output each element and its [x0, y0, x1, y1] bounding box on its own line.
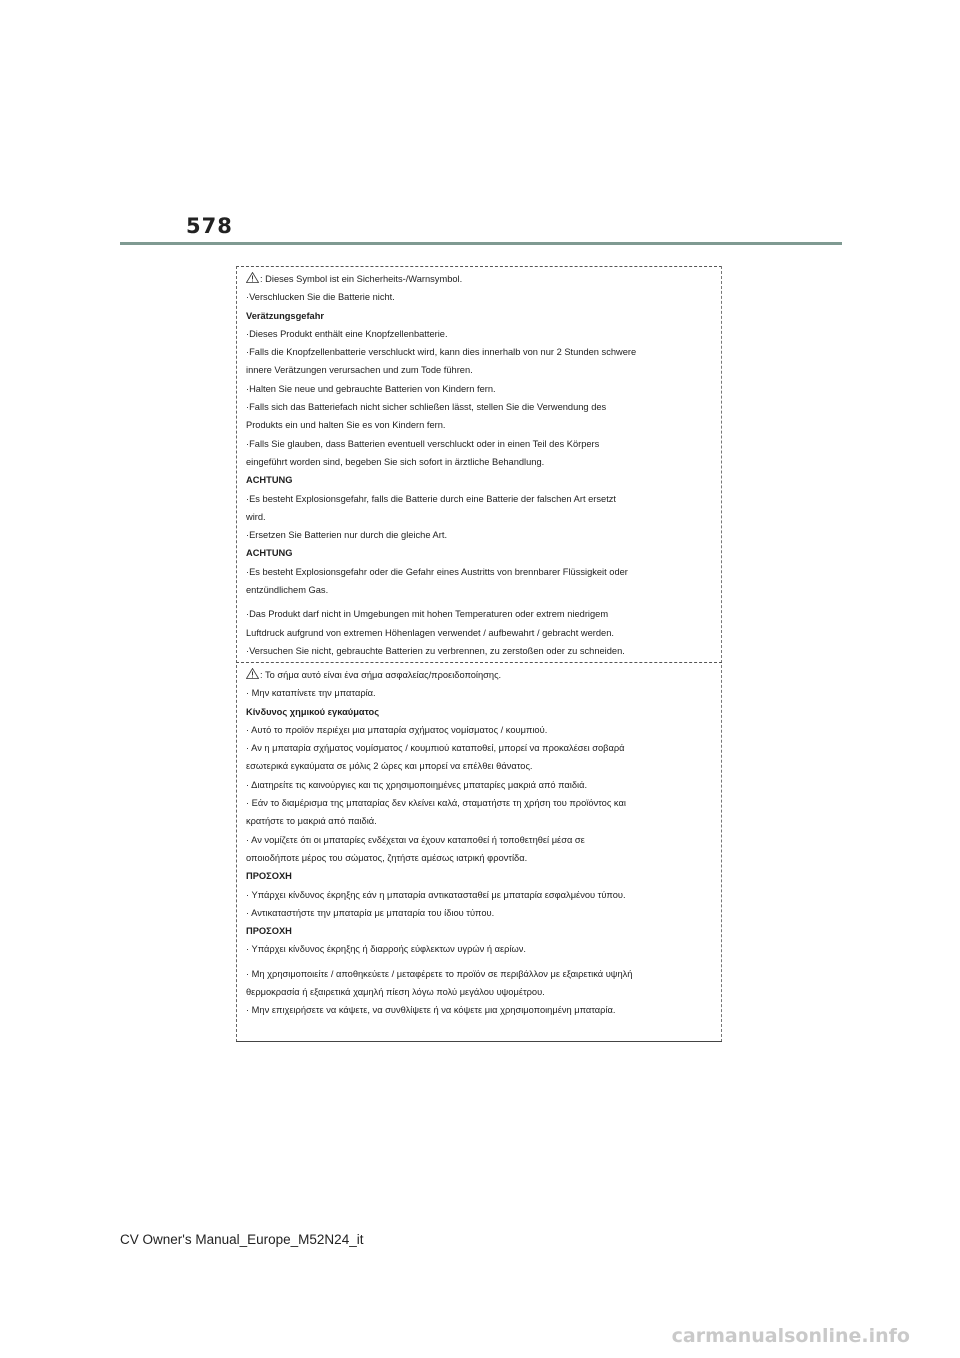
warning-line-text: ·Ersetzen Sie Batterien nur durch die gleiche Art. [246, 530, 448, 541]
warning-line [246, 416, 710, 434]
warning-heading [246, 867, 710, 885]
warning-line [246, 721, 710, 739]
warning-line-text: ·Versuchen Sie nicht, gebrauchte Batterien zu verbrennen, zu zerstoßen oder zu schneiden. [246, 645, 625, 656]
warning-line [246, 624, 710, 642]
warning-heading [246, 307, 710, 325]
warning-line-text: ·Dieses Produkt enthält eine Knopfzellenbatterie. [246, 328, 448, 339]
warning-line [246, 490, 710, 508]
warning-heading [246, 544, 710, 562]
warning-line [246, 831, 710, 849]
warning-triangle-icon [246, 667, 259, 678]
warning-line-text: ·Falls sich das Batteriefach nicht sicher schließen lässt, stellen Sie die Verwendung des [246, 402, 607, 413]
warning-line-text: · Μη χρησιμοποιείτε / αποθηκεύετε / μεταφέρετε το προϊόν σε περιβάλλον με εξαιρετικά υψηλή [246, 968, 633, 979]
warning-line-text: ·Halten Sie neue und gebrauchte Batterien von Kindern fern. [246, 383, 496, 394]
warning-line-text: ·Es besteht Explosionsgefahr, falls die Batterie durch eine Batterie der falschen Art ersetzt [246, 493, 617, 504]
section-divider [236, 662, 722, 663]
warning-line [246, 904, 710, 922]
warning-line-text: Κίνδυνος χημικού εγκαύματος [246, 706, 380, 717]
warning-line [246, 684, 710, 702]
watermark: carmanualsonline.info [671, 1325, 910, 1347]
warning-line-text: · Μην καταπίνετε την μπαταρία. [246, 688, 376, 699]
warning-line-text: · Διατηρείτε τις καινούργιες και τις χρησιμοποιημένες μπαταρίες μακριά από παιδιά. [246, 779, 588, 790]
warning-line-text: : Dieses Symbol ist ein Sicherheits-/Warnsymbol. [260, 274, 463, 284]
label-border-bottom [236, 1041, 722, 1042]
warning-line [246, 526, 710, 544]
warning-line-text: ACHTUNG [246, 548, 293, 559]
warning-line-text: ·Das Produkt darf nicht in Umgebungen mit hohen Temperaturen oder extrem niedrigem [246, 609, 609, 620]
warning-line [246, 812, 710, 830]
warning-line-text: · Αν η μπαταρία σχήματος νομίσματος / κουμπιού καταποθεί, μπορεί να προκαλέσει σοβαρά [246, 743, 625, 754]
warning-line [246, 605, 710, 623]
header-rule [120, 242, 842, 245]
warning-line [246, 380, 710, 398]
warning-line-text: : Το σήμα αυτό είναι ένα σήμα ασφαλείας/προειδοποίησης. [260, 670, 502, 680]
warning-line-text: · Υπάρχει κίνδυνος έκρηξης εάν η μπαταρία αντικατασταθεί με μπαταρία εσφαλμένου τύπου. [246, 889, 626, 900]
warning-line-text: οποιοδήποτε μέρος του σώματος, ζητήστε αμέσως ιατρική φροντίδα. [246, 852, 528, 863]
warning-line-text: ΠΡΟΣΟΧΗ [246, 926, 292, 937]
warning-line-text: Luftdruck aufgrund von extremen Höhenlagen verwendet / aufbewahrt / gebracht werden. [246, 627, 614, 638]
warning-line-text: Produkts ein und halten Sie es von Kindern fern. [246, 420, 446, 431]
warning-line-text: Verätzungsgefahr [246, 310, 325, 321]
warning-line-text: κρατήστε το μακριά από παιδιά. [246, 816, 377, 827]
warning-line-text: · Αν νομίζετε ότι οι μπαταρίες ενδέχεται να έχουν καταποθεί ή τοποθετηθεί μέσα σε [246, 834, 585, 845]
warning-triangle-icon [246, 271, 259, 282]
label-border-right [721, 266, 722, 1042]
page-number: 578 [186, 214, 233, 238]
warning-line [246, 849, 710, 867]
warning-line-text: ΠΡΟΣΟΧΗ [246, 871, 292, 882]
warning-line [246, 398, 710, 416]
warning-line [246, 886, 710, 904]
warning-heading [246, 471, 710, 489]
warning-line [246, 1001, 710, 1019]
warning-line [246, 435, 710, 453]
footer-title: CV Owner's Manual_Europe_M52N24_it [120, 1232, 364, 1247]
warning-line [246, 343, 710, 361]
warning-line [246, 940, 710, 958]
warning-line [246, 794, 710, 812]
warning-line [246, 965, 710, 983]
warning-line-text: ·Falls die Knopfzellenbatterie verschluckt wird, kann dies innerhalb von nur 2 Stunden schwere [246, 347, 637, 358]
german-warning-section [246, 270, 710, 660]
warning-line-text: wird. [246, 511, 266, 522]
warning-line [246, 642, 710, 660]
warning-line-text: ·Es besteht Explosionsgefahr oder die Gefahr eines Austritts von brennbarer Flüssigkeit oder [246, 566, 628, 577]
warning-line-text: · Αυτό το προϊόν περιέχει μια μπαταρία σχήματος νομίσματος / κουμπιού. [246, 724, 548, 735]
warning-line [246, 288, 710, 306]
warning-line-text: · Μην επιχειρήσετε να κάψετε, να συνθλίψετε ή να κόψετε μια χρησιμοποιημένη μπαταρία. [246, 1005, 616, 1016]
warning-line-text: eingeführt worden sind, begeben Sie sich sofort in ärztliche Behandlung. [246, 456, 545, 467]
warning-heading [246, 922, 710, 940]
warning-line [246, 453, 710, 471]
warning-line [246, 739, 710, 757]
warning-line [246, 325, 710, 343]
warning-line [246, 508, 710, 526]
warning-line [246, 757, 710, 775]
warning-line [246, 666, 710, 684]
warning-line-text: ·Falls Sie glauben, dass Batterien eventuell verschluckt oder in einen Teil des Körpers [246, 438, 600, 449]
warning-line [246, 581, 710, 599]
warning-line [246, 270, 710, 288]
label-border-top [236, 266, 722, 267]
warning-line [246, 983, 710, 1001]
warning-line-text: θερμοκρασία ή εξαιρετικά χαμηλή πίεση λόγω πολύ μεγάλου υψομέτρου. [246, 987, 545, 998]
warning-line-text: ACHTUNG [246, 475, 293, 486]
warning-line [246, 361, 710, 379]
warning-line-text: εσωτερικά εγκαύματα σε μόλις 2 ώρες και μπορεί να επέλθει θάνατος. [246, 761, 533, 772]
warning-line-text: entzündlichem Gas. [246, 585, 329, 596]
warning-line-text: · Εάν το διαμέρισμα της μπαταρίας δεν κλείνει καλά, σταματήστε τη χρήση του προϊόντος και [246, 798, 626, 809]
scanned-warning-label [236, 266, 722, 1042]
warning-line-text: innere Verätzungen verursachen und zum Tode führen. [246, 365, 473, 376]
label-border-left [236, 266, 237, 1042]
warning-line-text: ·Verschlucken Sie die Batterie nicht. [246, 292, 395, 303]
warning-heading [246, 703, 710, 721]
greek-warning-section [246, 666, 710, 1020]
warning-line [246, 776, 710, 794]
warning-line [246, 563, 710, 581]
warning-line-text: · Υπάρχει κίνδυνος έκρηξης ή διαρροής εύφλεκτων υγρών ή αερίων. [246, 944, 527, 955]
warning-line-text: · Αντικαταστήστε την μπαταρία με μπαταρία του ίδιου τύπου. [246, 907, 495, 918]
